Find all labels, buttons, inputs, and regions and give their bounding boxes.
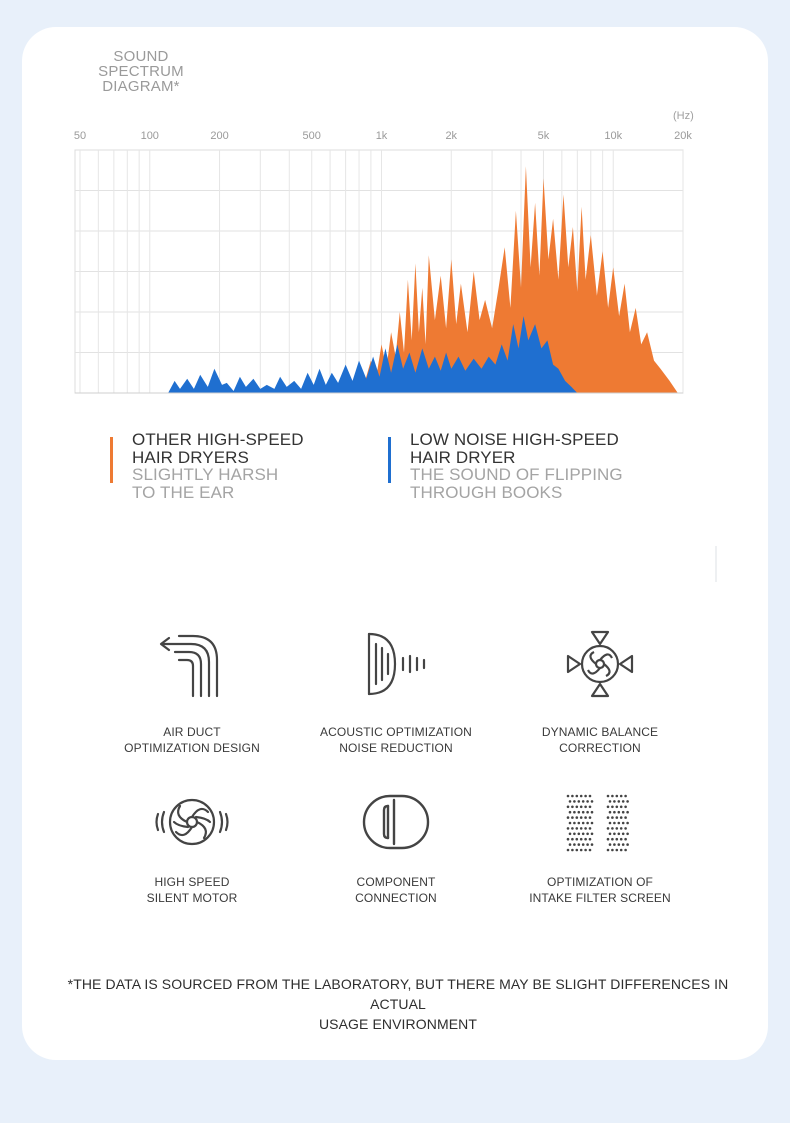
- x-tick-label: 50: [73, 130, 87, 142]
- legend-other-name-line: OTHER HIGH-SPEED: [132, 430, 304, 449]
- feature-label-line: CORRECTION: [559, 741, 641, 755]
- chart-title-line: DIAGRAM*: [102, 78, 180, 95]
- x-tick-label: 10k: [604, 130, 623, 142]
- legend-low-name-line: LOW NOISE HIGH-SPEED: [410, 430, 619, 449]
- x-tick-label: 100: [140, 130, 159, 142]
- legend-low-name: [410, 431, 670, 466]
- feature-label-line: DYNAMIC BALANCE: [541, 725, 659, 739]
- feature-label-line: CONNECTION: [355, 891, 437, 905]
- legend-low-noise-dryer: [410, 431, 670, 501]
- feature-label-line: COMPONENT: [356, 875, 436, 889]
- footnote-line: USAGE ENVIRONMENT: [318, 1016, 478, 1032]
- footnote-line: *THE DATA IS SOURCED FROM THE LABORATORY, BUT THERE MAY BE SLIGHT DIFFERENCES IN ACTUAL: [67, 976, 729, 1012]
- legend-other-desc-line: TO THE EAR: [132, 482, 235, 502]
- feature-label-line: OPTIMIZATION DESIGN: [124, 741, 260, 755]
- feature-label-line: ACOUSTIC OPTIMIZATION: [320, 725, 472, 739]
- x-tick-label: 2k: [445, 130, 458, 142]
- legend-low-name-line: HAIR DRYER: [410, 447, 516, 467]
- legend-low-desc-line: THROUGH BOOKS: [410, 482, 563, 502]
- legend-other-name-line: HAIR DRYERS: [132, 447, 249, 467]
- x-axis-unit: (Hz): [673, 110, 694, 122]
- x-tick-label: 20k: [674, 130, 692, 142]
- feature-label-line: SILENT MOTOR: [146, 891, 238, 905]
- legend-low-desc: [410, 466, 670, 501]
- x-tick-label: 5k: [537, 130, 550, 142]
- legend-color-bar-low: [388, 437, 391, 483]
- feature-label-line: NOISE REDUCTION: [339, 741, 453, 755]
- feature-label-line: HIGH SPEED: [154, 875, 230, 889]
- feature-label-line: AIR DUCT: [163, 725, 221, 739]
- x-tick-label: 1k: [375, 130, 388, 142]
- x-tick-label: 500: [302, 130, 321, 142]
- spectrum-chart: [0, 0, 790, 420]
- legend-other-dryers: [132, 431, 392, 501]
- footnote: [60, 974, 736, 1034]
- legend-other-name: [132, 431, 392, 466]
- divider-mark: [715, 546, 717, 582]
- chart-title-line: SOUND SPECTRUM: [98, 48, 184, 80]
- legend-other-desc-line: SLIGHTLY HARSH: [132, 465, 279, 484]
- legend-color-bar-other: [110, 437, 113, 483]
- legend-low-desc-line: THE SOUND OF FLIPPING: [410, 465, 623, 484]
- feature-label-line: INTAKE FILTER SCREEN: [529, 891, 671, 905]
- x-tick-label: 200: [210, 130, 229, 142]
- legend-other-desc: [132, 466, 392, 501]
- feature-label-line: OPTIMIZATION OF: [547, 875, 653, 889]
